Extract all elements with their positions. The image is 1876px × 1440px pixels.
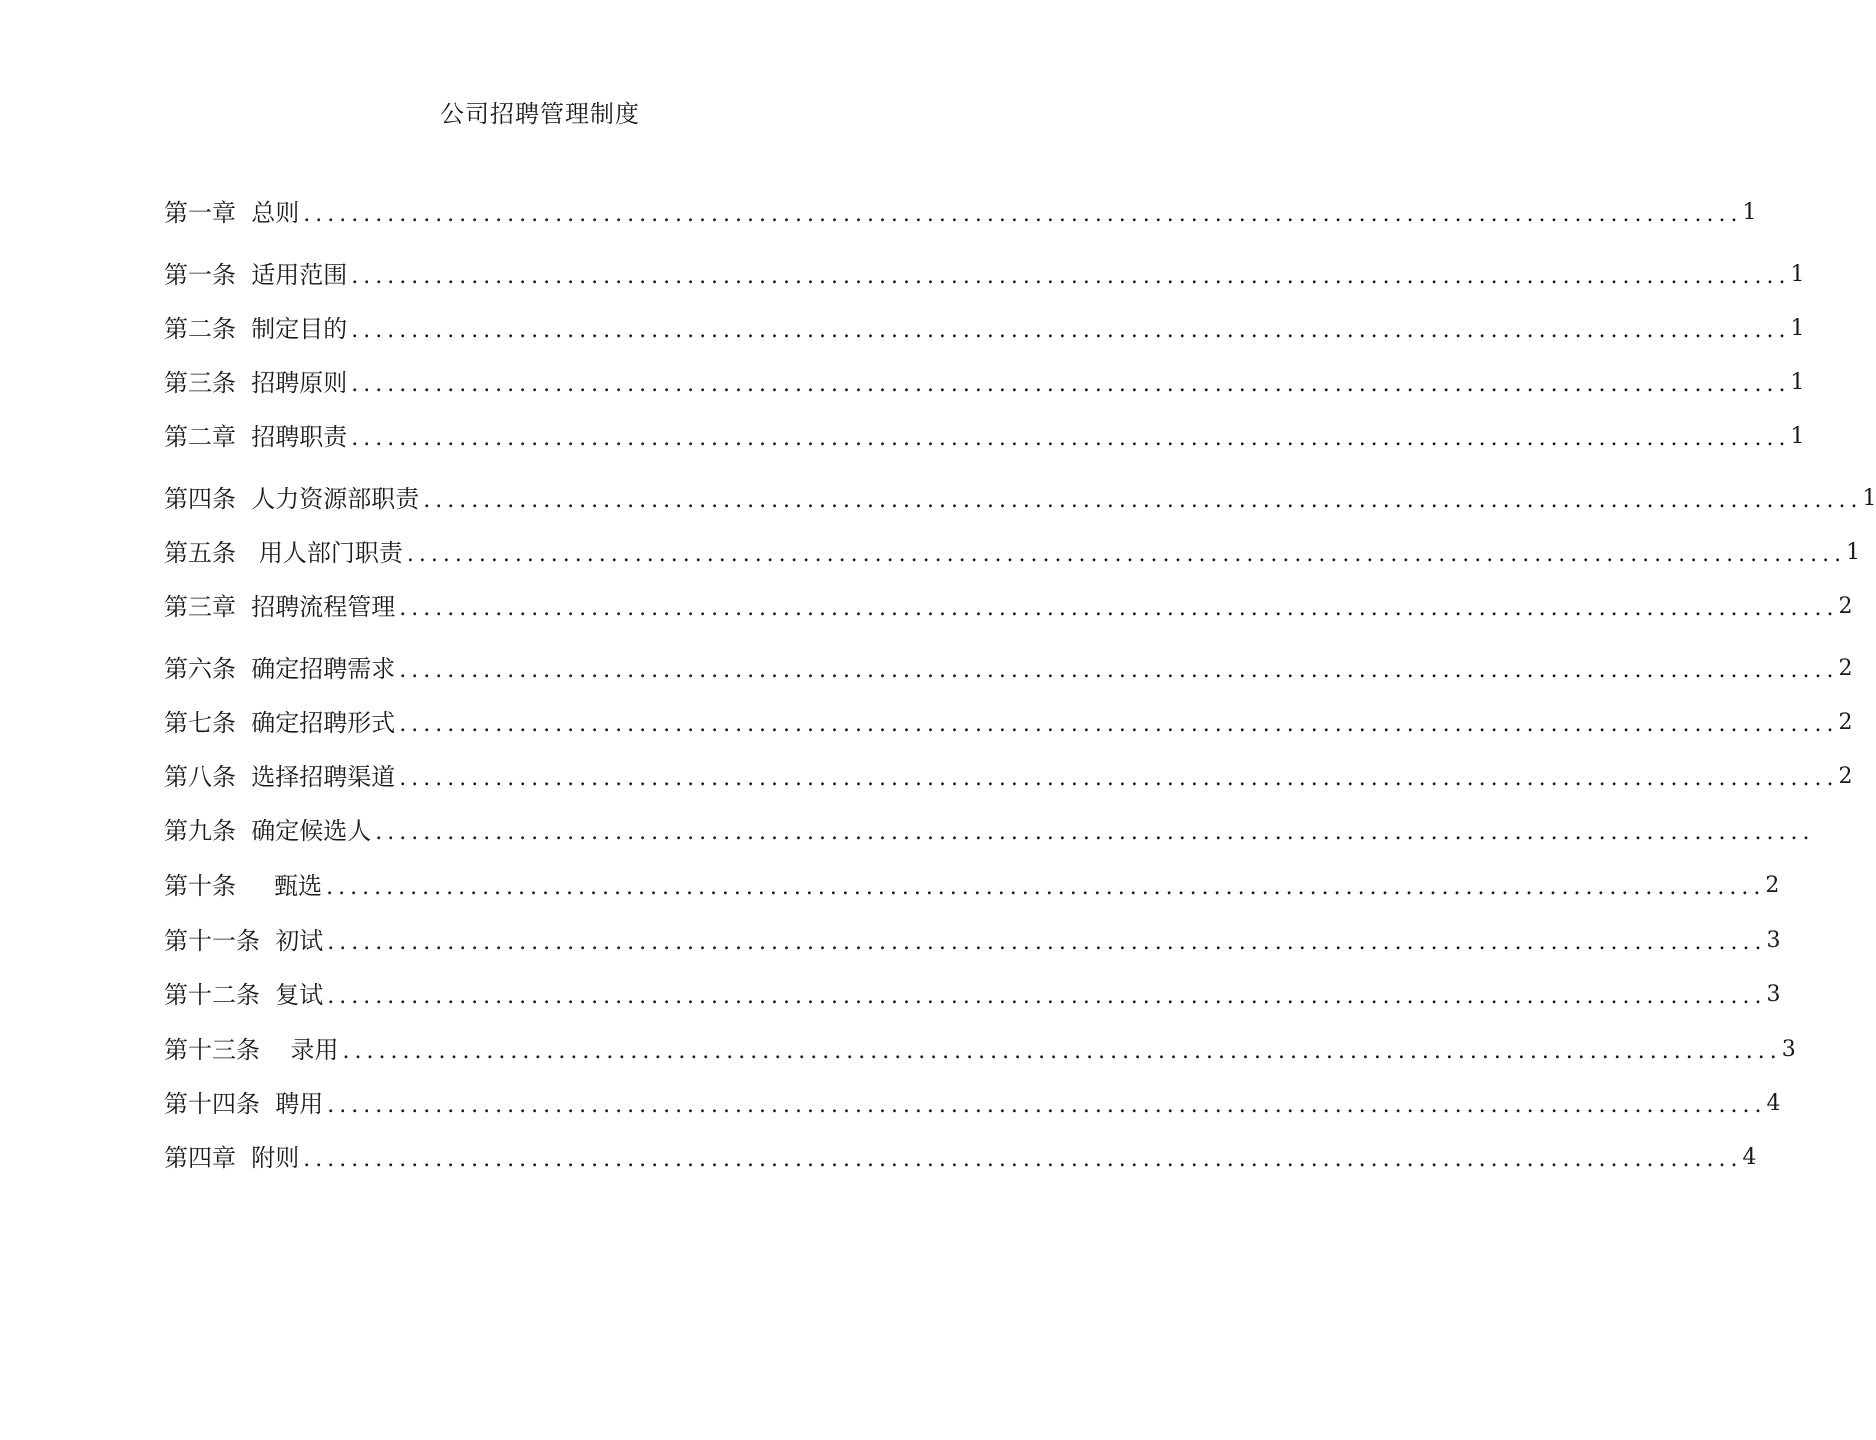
toc-entry-page: 1 (1790, 424, 1805, 449)
toc-entry-label: 第三章 招聘流程管理 (164, 593, 396, 621)
toc-entry-page: 1 (1862, 486, 1876, 511)
toc-entry-label: 第四章 附则 (164, 1144, 300, 1172)
toc-entry (164, 536, 1861, 570)
toc-entry-page: 2 (1838, 764, 1853, 789)
toc-entry-page: 2 (1838, 594, 1853, 619)
toc-dot-leader: ........................................................................................................................ (406, 542, 1847, 567)
toc-entry (164, 1141, 1757, 1175)
toc-dot-leader: ........................................................................................................................ (399, 658, 1839, 683)
toc-entry (164, 196, 1757, 230)
toc-entry-page: 2 (1838, 656, 1853, 681)
toc-entry-page: 3 (1781, 1037, 1796, 1062)
toc-entry (164, 1087, 1781, 1121)
toc-dot-leader: ........................................................................................................................ (351, 372, 1791, 397)
toc-dot-leader: ........................................................................................................................ (327, 1093, 1767, 1118)
toc-entry-label: 第八条 选择招聘渠道 (164, 763, 396, 791)
toc-dot-leader: ........................................................................................................................ (326, 875, 1766, 900)
toc-entry-label: 第五条 用人部门职责 (164, 539, 403, 567)
toc-entry-page: 2 (1838, 710, 1853, 735)
toc-entry-page: 1 (1742, 200, 1757, 225)
toc-entry (164, 258, 1805, 292)
toc-dot-leader: ........................................................................................................................ (423, 488, 1863, 513)
toc-entry-label: 第十条 甄选 (164, 872, 323, 900)
toc-dot-leader: ........................................................................................................................ (327, 930, 1767, 955)
toc-entry-label: 第一条 适用范围 (164, 261, 348, 289)
toc-dot-leader: ........................................................................................................................ (399, 712, 1839, 737)
toc-entry (164, 366, 1805, 400)
toc-entry-page: 1 (1790, 316, 1805, 341)
document-title: 公司招聘管理制度 (440, 100, 640, 128)
toc-entry-page: 3 (1766, 982, 1781, 1007)
toc-entry (164, 652, 1853, 686)
toc-dot-leader: ........................................................................................................................ (303, 202, 1743, 227)
toc-dot-leader: ........................................................................................................................ (351, 264, 1791, 289)
toc-dot-leader: ........................................................................................................................ (303, 1147, 1743, 1172)
toc-entry-page: 1 (1846, 540, 1861, 565)
toc-entry-page: 4 (1766, 1091, 1781, 1116)
toc-entry-label: 第二章 招聘职责 (164, 423, 348, 451)
toc-entry (164, 924, 1781, 958)
toc-entry-label: 第十一条 初试 (164, 927, 324, 955)
toc-entry (164, 978, 1781, 1012)
toc-entry (164, 420, 1805, 454)
toc-dot-leader: ........................................................................................................................ (342, 1039, 1782, 1064)
toc-entry-label: 第十三条 录用 (164, 1036, 339, 1064)
toc-entry (164, 869, 1780, 903)
toc-dot-leader: ........................................................................................................................ (351, 318, 1791, 343)
toc-entry (164, 706, 1853, 740)
toc-entry-label: 第四条 人力资源部职责 (164, 485, 420, 513)
toc-entry-label: 第十二条 复试 (164, 981, 324, 1009)
toc-entry-page: 3 (1766, 928, 1781, 953)
toc-entry-page: 2 (1765, 873, 1780, 898)
toc-entry-page: 4 (1742, 1145, 1757, 1170)
toc-entry (164, 482, 1876, 516)
toc-entry (164, 312, 1805, 346)
toc-entry (164, 1033, 1796, 1067)
toc-entry (164, 760, 1853, 794)
toc-entry-label: 第二条 制定目的 (164, 315, 348, 343)
toc-entry (164, 814, 1815, 848)
toc-entry-label: 第九条 确定候选人 (164, 817, 372, 845)
toc-dot-leader: ........................................................................................................................ (351, 426, 1791, 451)
toc-entry-page: 1 (1790, 370, 1805, 395)
toc-dot-leader: ........................................................................................................................ (327, 984, 1767, 1009)
toc-entry-label: 第六条 确定招聘需求 (164, 655, 396, 683)
toc-dot-leader: ........................................................................................................................ (399, 766, 1839, 791)
toc-entry-page: 1 (1790, 262, 1805, 287)
toc-dot-leader: ........................................................................................................................ (375, 820, 1815, 845)
toc-dot-leader: ........................................................................................................................ (399, 596, 1839, 621)
toc-entry-label: 第一章 总则 (164, 199, 300, 227)
toc-entry-label: 第十四条 聘用 (164, 1090, 324, 1118)
toc-entry (164, 590, 1853, 624)
toc-entry-label: 第七条 确定招聘形式 (164, 709, 396, 737)
toc-entry-label: 第三条 招聘原则 (164, 369, 348, 397)
